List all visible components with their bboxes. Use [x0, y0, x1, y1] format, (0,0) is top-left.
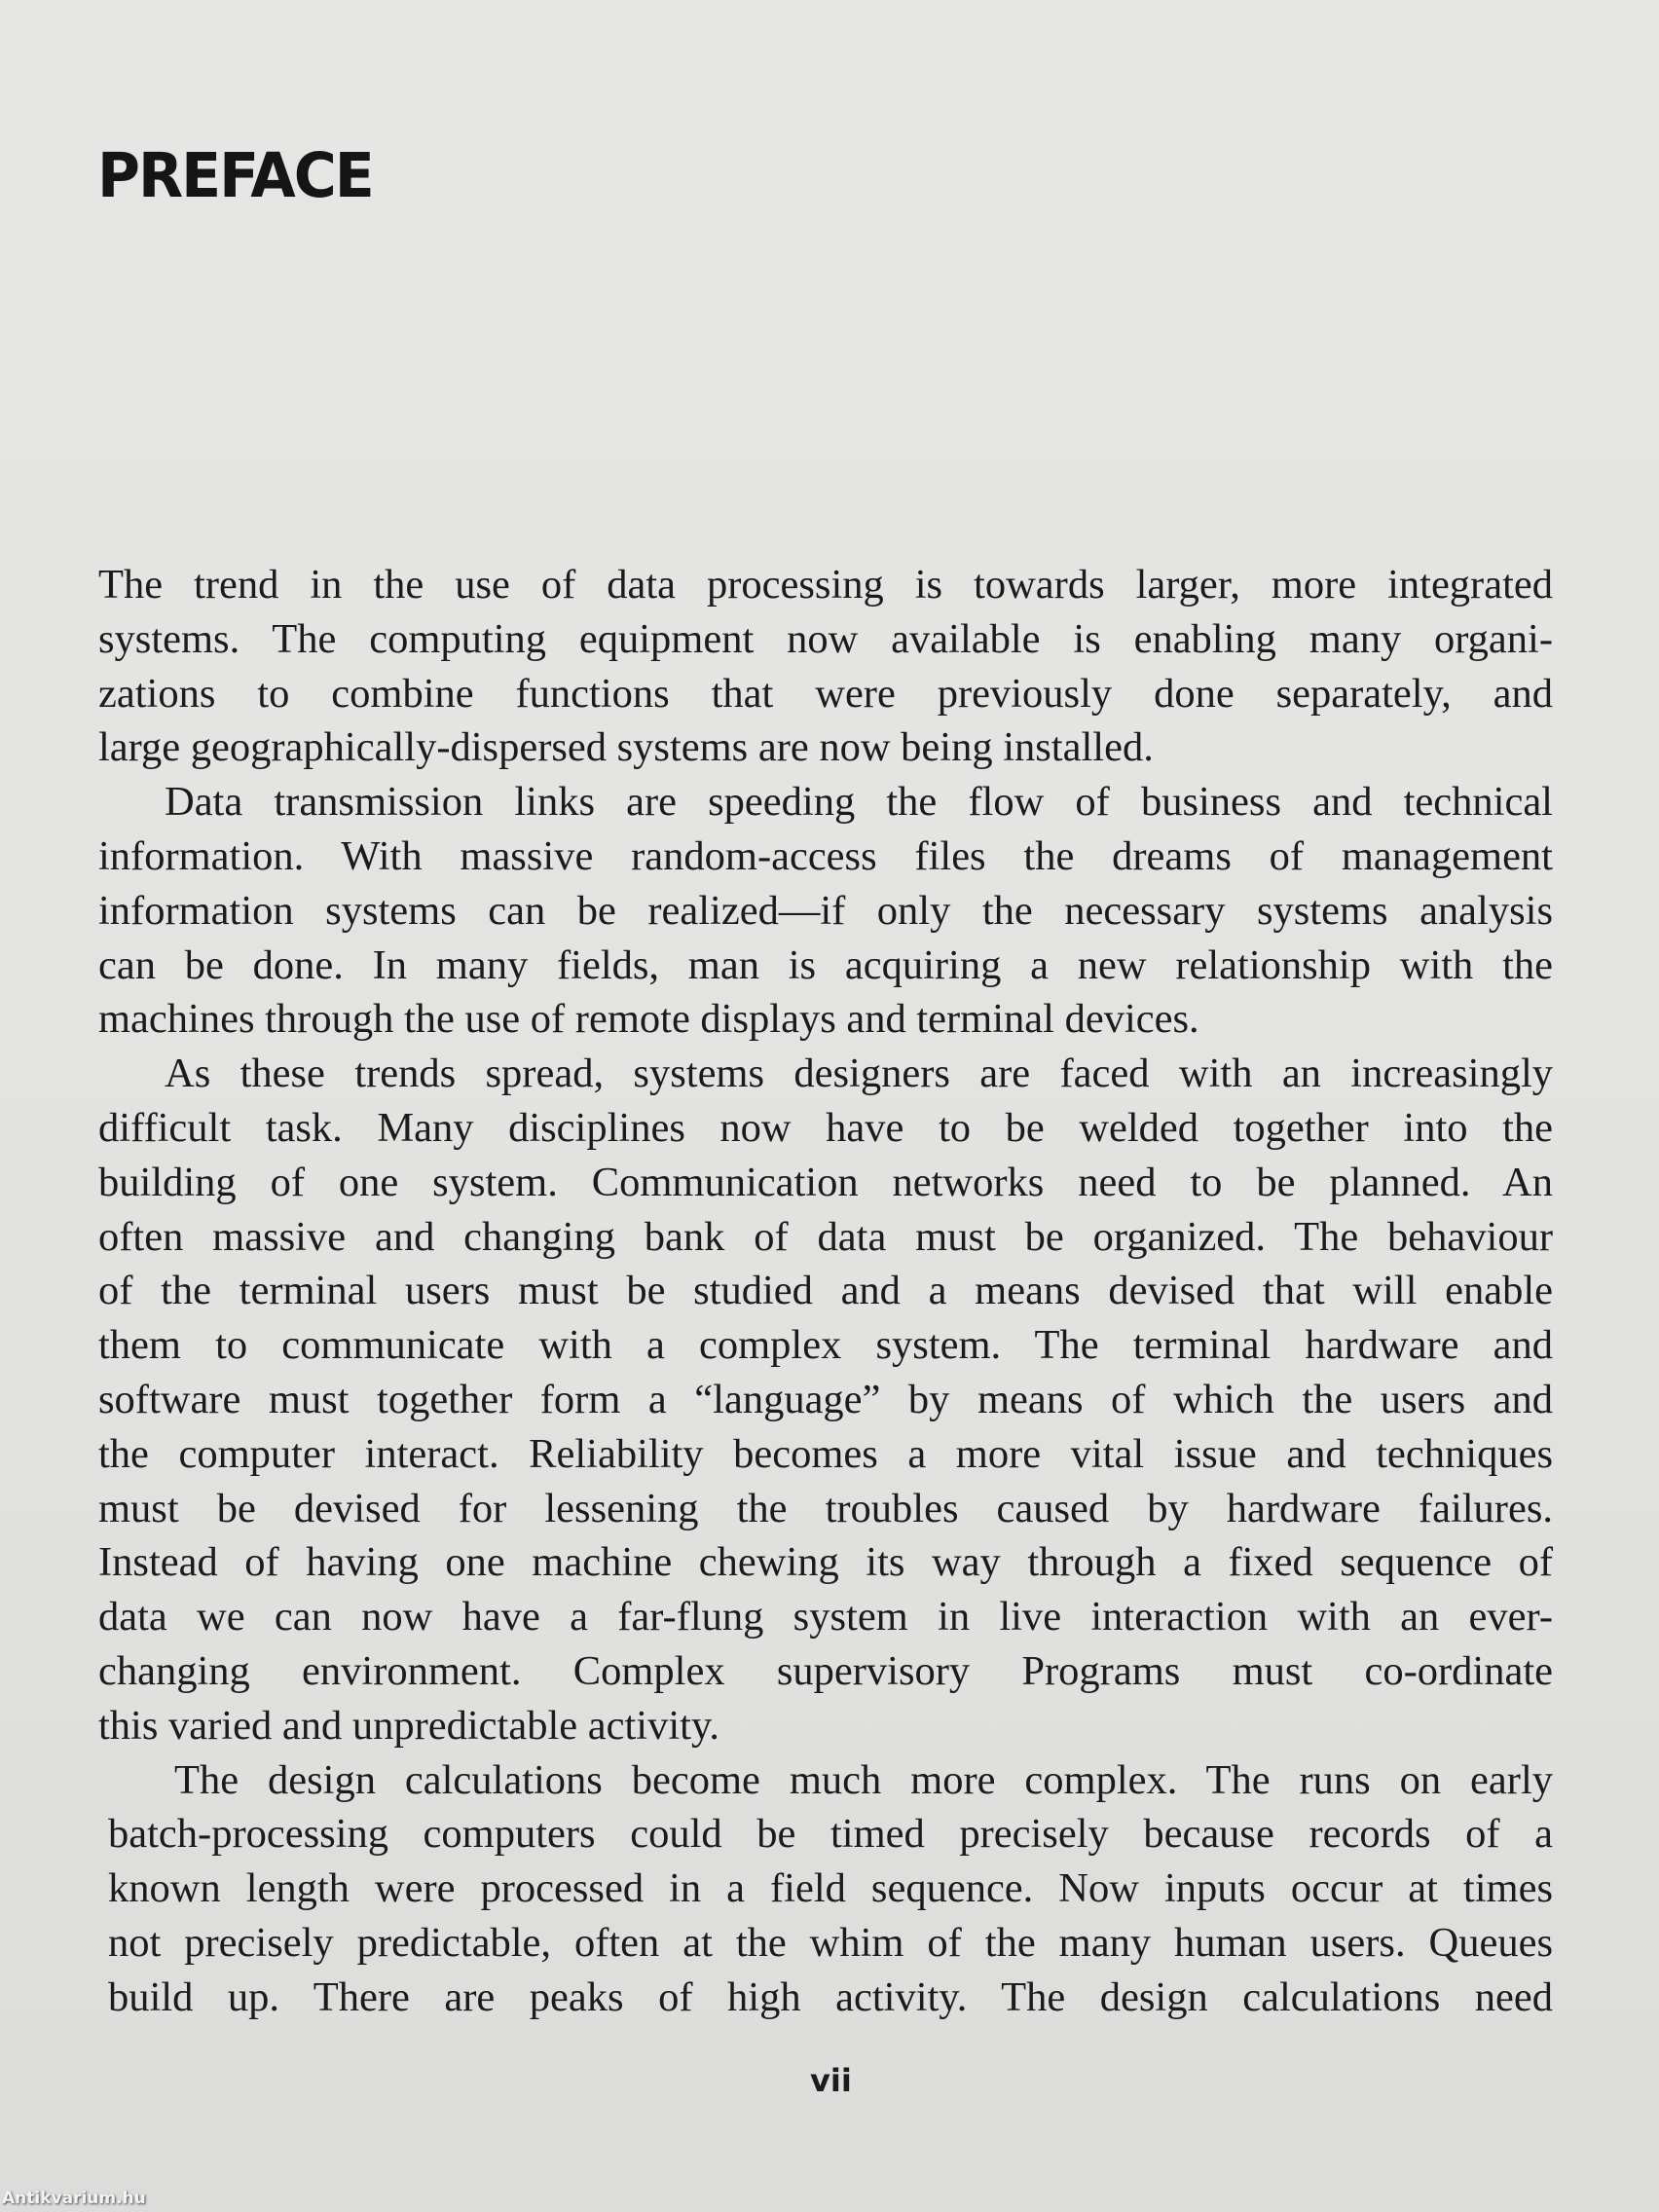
page-title: PREFACE — [97, 140, 373, 212]
text-line: the computer interact. Reliability becomes a more vital issue and techniques — [98, 1430, 1553, 1477]
text-line: this varied and unpredictable activity. — [98, 1702, 720, 1749]
text-line: Data transmission links are speeding the flow of business and technical — [165, 779, 1553, 826]
text-line: The design calculations become much more complex. The runs on early — [174, 1756, 1553, 1803]
page-number: vii — [810, 2062, 852, 2099]
text-line: information systems can be realized—if only the necessary systems analysis — [98, 887, 1553, 934]
text-line: machines through the use of remote displays and terminal devices. — [98, 996, 1199, 1043]
text-line: known length were processed in a field sequence. Now inputs occur at times — [108, 1865, 1553, 1912]
text-line: batch-processing computers could be timed precisely because records of a — [108, 1811, 1553, 1858]
text-line: often massive and changing bank of data must be organized. The behaviour — [98, 1213, 1553, 1260]
text-line: software must together form a “language” by means of which the users and — [98, 1376, 1553, 1422]
watermark: Antikvarium.hu — [2, 2189, 146, 2208]
paragraph — [98, 1047, 1553, 1752]
paragraph — [98, 558, 1553, 775]
text-line: must be devised for lessening the troubles caused by hardware failures. — [98, 1485, 1553, 1531]
text-line: information. With massive random-access files the dreams of management — [98, 832, 1553, 879]
text-line: build up. There are peaks of high activity. The design calculations need — [108, 1973, 1553, 2020]
text-line: not precisely predictable, often at the whim of the many human users. Queues — [108, 1919, 1553, 1966]
text-line: difficult task. Many disciplines now have to be welded together into the — [98, 1104, 1553, 1151]
text-line: The trend in the use of data processing is towards larger, more integrated — [98, 562, 1553, 608]
body-text — [98, 558, 1553, 2025]
paragraph — [98, 775, 1553, 1047]
text-line: large geographically-dispersed systems are now being installed. — [98, 724, 1154, 771]
text-line: building of one system. Communication networks need to be planned. An — [98, 1159, 1553, 1205]
text-line: them to communicate with a complex system. The terminal hardware and — [98, 1322, 1553, 1369]
text-line: of the terminal users must be studied and a means devised that will enable — [98, 1268, 1553, 1314]
text-line: As these trends spread, systems designers are faced with an increasingly — [165, 1051, 1553, 1097]
text-line: systems. The computing equipment now available is enabling many organi- — [98, 615, 1553, 662]
paragraph — [108, 1753, 1553, 2025]
text-line: changing environment. Complex supervisory Programs must co-ordinate — [98, 1647, 1553, 1694]
text-line: data we can now have a far-flung system in live interaction with an ever- — [98, 1594, 1553, 1641]
text-line: Instead of having one machine chewing its way through a fixed sequence of — [98, 1539, 1553, 1586]
text-line: zations to combine functions that were previously done separately, and — [98, 670, 1553, 717]
text-line: can be done. In many fields, man is acquiring a new relationship with the — [98, 941, 1553, 988]
